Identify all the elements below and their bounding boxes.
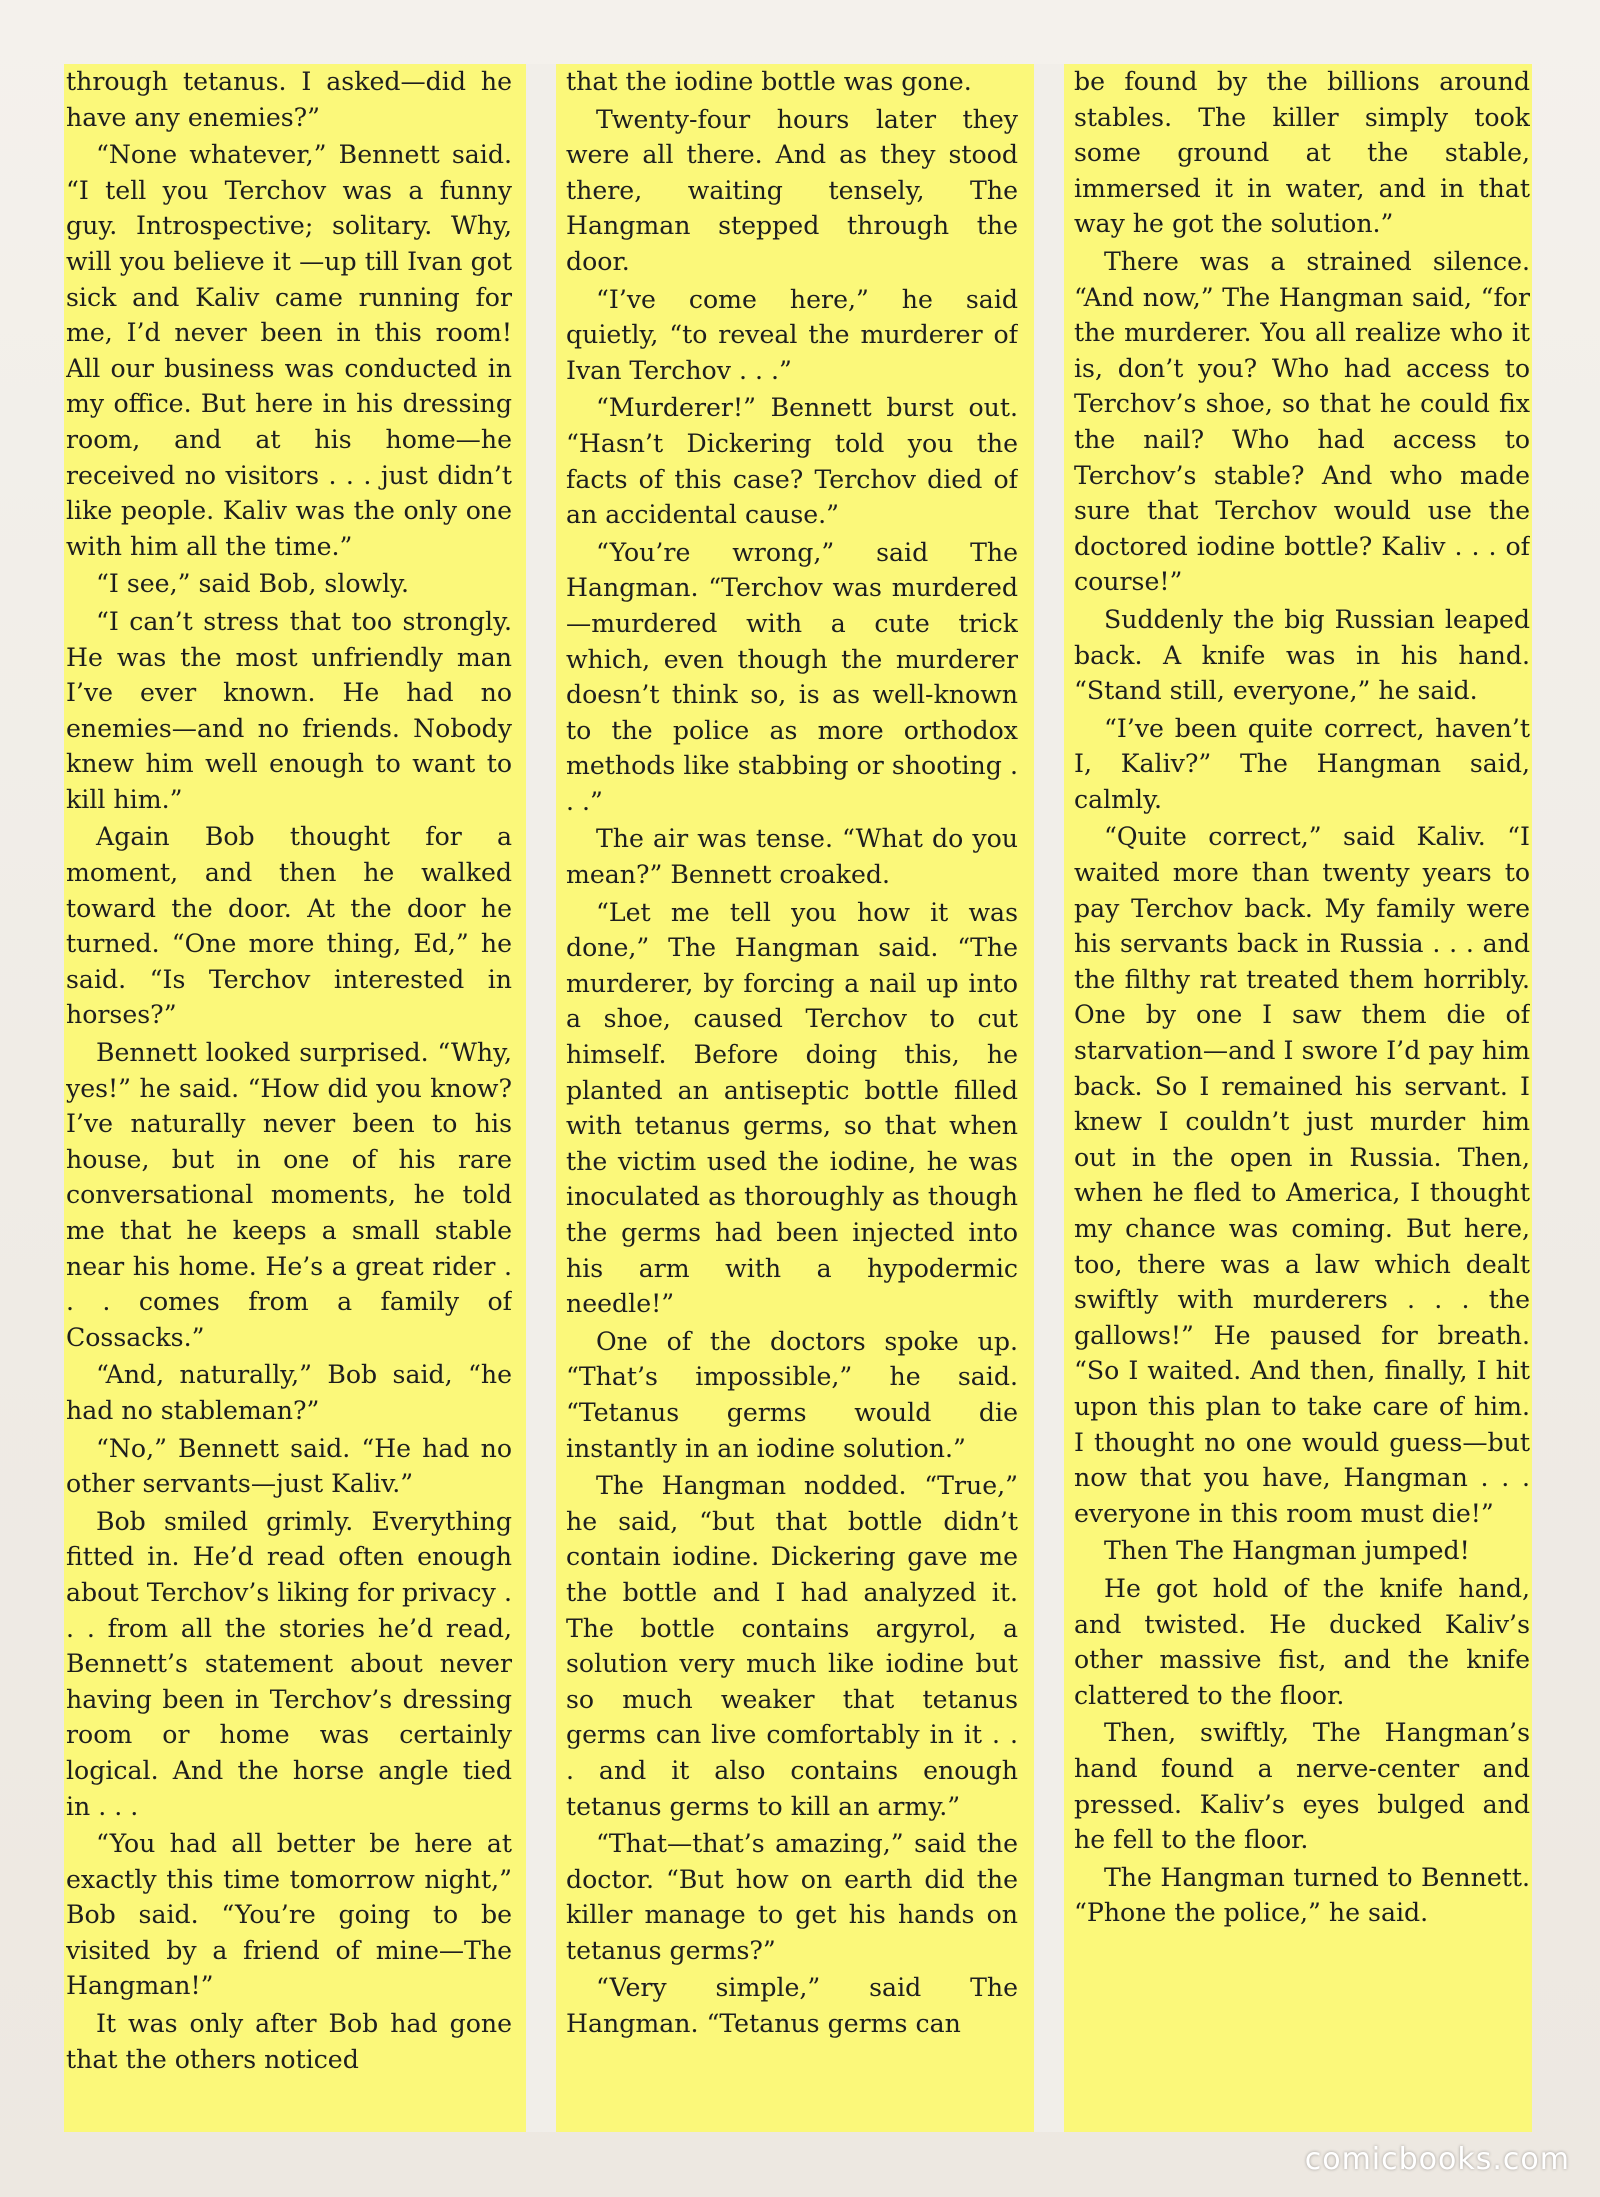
paragraph: “And, naturally,” Bob said, “he had no stableman?” [66, 1360, 512, 1425]
paragraph: “I’ve been quite correct, haven’t I, Kaliv?” The Hangman said, calmly. [1074, 713, 1530, 814]
paragraph: There was a strained silence. “And now,” The Hangman said, “for the murderer. You all realize who it is, don’t you? Who had access to Terchov’s shoe, so that he could fix the nail? Who had access to Terchov’s stable? And who made sure that Terchov would use the doctored iodine bottle? Kaliv . . . of course!” [1074, 246, 1530, 597]
paragraph: “None whatever,” Bennett said. “I tell you Terchov was a funny guy. Introspective; solitary. Why, will you believe it —up till Ivan got sick and Kaliv came running for me, I’d never been in this room! All our business was conducted in my office. But here in his dressing room, and at his home—he received no visitors . . . just didn’t like people. Kaliv was the only one with him all the time.” [66, 140, 512, 561]
text-column-3 [1074, 64, 1530, 2132]
paragraph: “You’re wrong,” said The Hangman. “Terchov was murdered—murdered with a cute trick which, even though the murderer doesn’t think so, is as well-known to the police as more orthodox methods like stabbing or shooting . . .” [566, 537, 1018, 816]
paragraph: be found by the billions around stables. The killer simply took some ground at the stable, immersed it in water, and in that way he got the solution.” [1074, 67, 1530, 239]
paragraph: He got hold of the knife hand, and twisted. He ducked Kaliv’s other massive fist, and the knife clattered to the floor. [1074, 1573, 1530, 1710]
column-gutter [526, 64, 556, 2132]
paragraph: The Hangman nodded. “True,” he said, “but that bottle didn’t contain iodine. Dickering gave me the bottle and I had analyzed it. The bottle contains argyrol, a solution very much like iodine but so much weaker that tetanus germs can live comfortably in it . . . and it also contains enough tetanus germs to kill an army.” [566, 1471, 1018, 1821]
paragraph: Then The Hangman jumped! [1104, 1536, 1470, 1566]
paragraph: that the iodine bottle was gone. [566, 67, 972, 96]
paragraph: “I see,” said Bob, slowly. [96, 569, 410, 599]
paragraph: One of the doctors spoke up. “That’s impossible,” he said. “Tetanus germs would die instantly in an iodine solution.” [566, 1326, 1018, 1463]
paragraph: “No,” Bennett said. “He had no other servants—just Kaliv.” [66, 1433, 512, 1499]
paragraph: Bob smiled grimly. Everything fitted in. He’d read often enough about Terchov’s liking for privacy . . . from all the stories he’d read, Bennett’s statement about never having been in Terchov’s dressing room or home was certainly logical. And the horse angle tied in . . . [66, 1506, 512, 1821]
paragraph: “That—that’s amazing,” said the doctor. “But how on earth did the killer manage to get his hands on tetanus germs?” [566, 1829, 1018, 1965]
paragraph: “Let me tell you how it was done,” The Hangman said. “The murderer, by forcing a nail up into a shoe, caused Terchov to cut himself. Before doing this, he planted an antiseptic bottle filled with tetanus germs, so that when the victim used the iodine, he was inoculated as thoroughly as though the germs had been injected into his arm with a hypodermic needle!” [566, 897, 1018, 1319]
paragraph: “Very simple,” said The Hangman. “Tetanus germs can [566, 1973, 1018, 2039]
paragraph: The air was tense. “What do you mean?” Bennett croaked. [566, 824, 1018, 890]
paragraph: “You had all better be here at exactly this time tomorrow night,” Bob said. “You’re going to be visited by a friend of mine—The Hangman!” [66, 1829, 512, 2001]
paragraph: It was only after Bob had gone that the others noticed [66, 2009, 512, 2074]
text-column-1 [66, 64, 512, 2132]
paragraph: Bennett looked surprised. “Why, yes!” he said. “How did you know? I’ve naturally never been to his house, but in one of his rare conversational moments, he told me that he keeps a small stable near his home. He’s a great rider . . . comes from a family of Cossacks.” [66, 1038, 512, 1352]
paragraph: “I’ve come here,” he said quietly, “to reveal the murderer of Ivan Terchov . . .” [566, 284, 1018, 385]
paragraph: Then, swiftly, The Hangman’s hand found a nerve-center and pressed. Kaliv’s eyes bulged and he fell to the floor. [1074, 1718, 1530, 1855]
paragraph: The Hangman turned to Bennett. “Phone the police,” he said. [1074, 1862, 1530, 1928]
watermark: comicbooks.com [1304, 2142, 1570, 2177]
paragraph: through tetanus. I asked—did he have any enemies?” [66, 67, 512, 132]
paragraph: “Murderer!” Bennett burst out. “Hasn’t Dickering told you the facts of this case? Terchov died of an accidental cause.” [566, 393, 1018, 530]
text-column-2 [566, 64, 1018, 2132]
paragraph: Again Bob thought for a moment, and then he walked toward the door. At the door he turned. “One more thing, Ed,” he said. “Is Terchov interested in horses?” [66, 822, 512, 1030]
paragraph: Suddenly the big Russian leaped back. A knife was in his hand. “Stand still, everyone,” he said. [1074, 604, 1530, 706]
paragraph: “Quite correct,” said Kaliv. “I waited more than twenty years to pay Terchov back. My family were his servants back in Russia . . . and the filthy rat treated them horribly. One by one I saw them die of starvation—and I swore I’d pay him back. So I remained his servant. I knew I couldn’t just murder him out in the open in Russia. Then, when he fled to America, I thought my chance was coming. But here, too, there was a law which dealt swiftly with murderers . . . the gallows!” He paused for breath. “So I waited. And then, finally, I hit upon this plan to take care of him. I thought no one would guess—but now that you have, Hangman . . . everyone in this room must die!” [1074, 822, 1530, 1528]
paragraph: Twenty-four hours later they were all there. And as they stood there, waiting tensely, The Hangman stepped through the door. [566, 104, 1018, 276]
column-gutter [1034, 64, 1064, 2132]
paragraph: “I can’t stress that too strongly. He was the most unfriendly man I’ve ever known. He had no enemies—and no friends. Nobody knew him well enough to want to kill him.” [66, 606, 512, 814]
